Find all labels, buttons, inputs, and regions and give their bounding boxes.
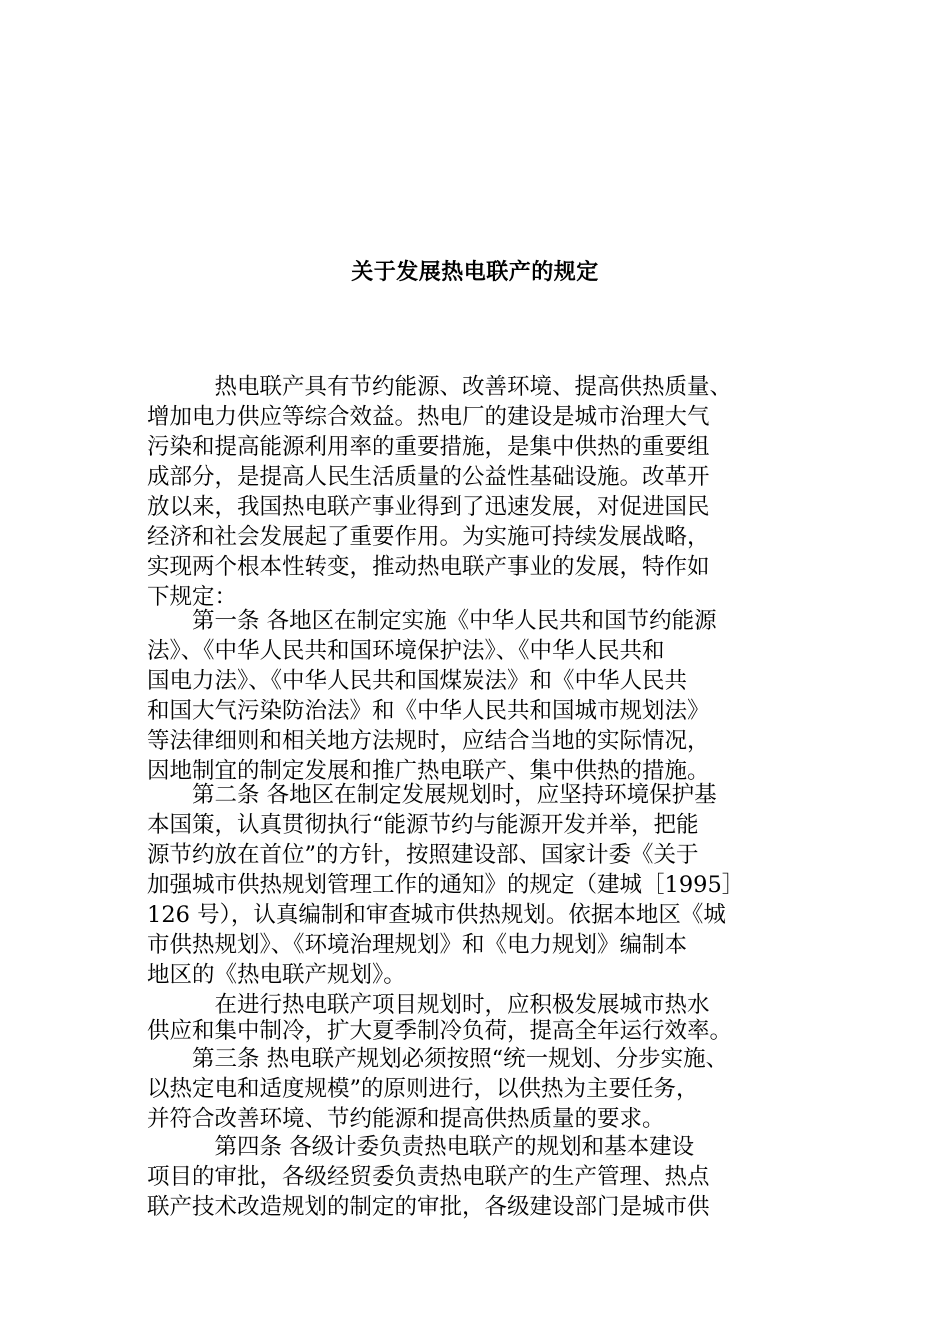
body-line: 污染和提高能源利用率的重要措施，是集中供热的重要组 (147, 434, 710, 460)
body-line: 126 号），认真编制和审查城市供热规划。依据本地区《城 (147, 902, 726, 928)
body-line: 因地制宜的制定发展和推广热电联产、集中供热的措施。 (147, 758, 710, 784)
body-line: 国电力法》、《中华人民共和国煤炭法》和《中华人民共 (147, 668, 688, 694)
body-line: 地区的《热电联产规划》。 (147, 962, 406, 988)
article-1-line: 第一条 各地区在制定实施《中华人民共和国节约能源 (147, 608, 717, 634)
body-line: 等法律细则和相关地方法规时，应结合当地的实际情况， (147, 728, 710, 754)
body-line: 放以来，我国热电联产事业得到了迅速发展，对促进国民 (147, 494, 710, 520)
body-line: 源节约放在首位”的方针，按照建设部、国家计委《关于 (147, 842, 699, 868)
body-line: 在进行热电联产项目规划时，应积极发展城市热水 (147, 992, 710, 1018)
body-line: 成部分，是提高人民生活质量的公益性基础设施。改革开 (147, 464, 710, 490)
body-line: 热电联产具有节约能源、改善环境、提高供热质量、 (147, 374, 733, 400)
article-2-line: 第二条 各地区在制定发展规划时，应坚持环境保护基 (147, 782, 717, 808)
article-4-line: 第四条 各级计委负责热电联产的规划和基本建设 (147, 1134, 695, 1160)
body-line: 以热定电和适度规模”的原则进行，以供热为主要任务， (147, 1076, 699, 1102)
body-line: 和国大气污染防治法》和《中华人民共和国城市规划法》 (147, 698, 710, 724)
body-line: 法》、《中华人民共和国环境保护法》、《中华人民共和 (147, 638, 665, 664)
body-line: 项目的审批，各级经贸委负责热电联产的生产管理、热点 (147, 1164, 710, 1190)
body-line: 下规定： (147, 584, 238, 610)
body-line: 增加电力供应等综合效益。热电厂的建设是城市治理大气 (147, 404, 710, 430)
body-line: 供应和集中制冷，扩大夏季制冷负荷，提高全年运行效率。 (147, 1018, 733, 1044)
body-line: 本国策，认真贯彻执行“能源节约与能源开发并举，把能 (147, 812, 699, 838)
body-line: 市供热规划》、《环境治理规划》和《电力规划》编制本 (147, 932, 688, 958)
body-line: 加强城市供热规划管理工作的通知》的规定（建城［1995］ (147, 872, 745, 898)
body-line: 联产技术改造规划的制定的审批，各级建设部门是城市供 (147, 1194, 710, 1220)
body-line: 并符合改善环境、节约能源和提高供热质量的要求。 (147, 1106, 665, 1132)
article-3-line: 第三条 热电联产规划必须按照“统一规划、分步实施、 (147, 1046, 729, 1072)
body-line: 实现两个根本性转变，推动热电联产事业的发展，特作如 (147, 554, 710, 580)
body-line: 经济和社会发展起了重要作用。为实施可持续发展战略， (147, 524, 710, 550)
document-title: 关于发展热电联产的规定 (351, 259, 599, 285)
